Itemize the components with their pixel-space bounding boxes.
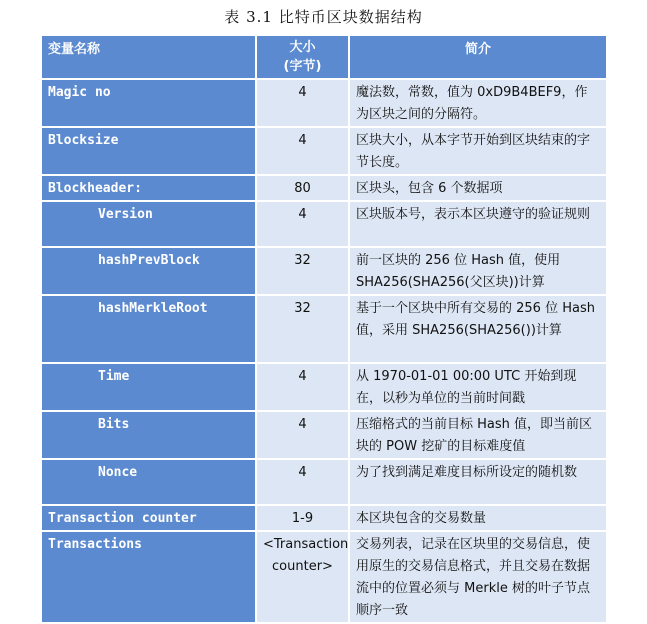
row-desc: 交易列表，记录在区块里的交易信息，使用原生的交易信息格式，并且交易在数据流中的位置必须与 Merkle 树的叶子节点顺序一致: [356, 537, 591, 618]
row-size: 80: [294, 181, 311, 196]
row-name: Blockheader:: [48, 181, 142, 196]
header-desc: 简介: [349, 36, 606, 79]
row-name: Transactions: [48, 537, 142, 552]
row-name: Nonce: [98, 465, 138, 480]
header-size-text: 大小 (字节): [283, 40, 322, 74]
table-row: [42, 459, 606, 505]
table-row: [42, 201, 606, 247]
row-name: hashMerkleRoot: [98, 301, 208, 316]
table-row: [42, 247, 606, 295]
header-size: [256, 36, 349, 79]
row-size: 32: [294, 301, 311, 316]
header-name: 变量名称: [42, 36, 256, 79]
row-desc: 本区块包含的交易数量: [356, 511, 487, 526]
table-row: [42, 295, 606, 363]
row-desc: 区块版本号，表示本区块遵守的验证规则: [356, 207, 591, 222]
row-size: 4: [298, 465, 307, 480]
row-desc: 区块头，包含 6 个数据项: [356, 181, 503, 196]
row-name: Version: [98, 207, 153, 222]
row-name: Bits: [98, 417, 130, 432]
row-desc: 从 1970-01-01 00:00 UTC 开始到现在，以秒为单位的当前时间戳: [356, 369, 577, 406]
row-desc: 区块大小，从本字节开始到区块结束的字节长度。: [356, 133, 591, 170]
row-desc: 基于一个区块中所有交易的 256 位 Hash 值，采用 SHA256(SHA256())计算: [356, 301, 595, 338]
table-row: [42, 127, 606, 175]
row-size: <Transaction counter>: [263, 537, 349, 574]
table-row: [42, 531, 606, 623]
table-row: [42, 363, 606, 411]
row-size: 4: [298, 369, 307, 384]
row-size: 4: [298, 207, 307, 222]
block-structure-table: [42, 36, 606, 624]
row-size: 1-9: [291, 511, 314, 526]
row-size: 4: [298, 417, 307, 432]
row-desc: 前一区块的 256 位 Hash 值，使用 SHA256(SHA256(父区块))计算: [356, 253, 561, 290]
row-desc: 为了找到满足难度目标所设定的随机数: [356, 465, 578, 480]
table-header-row: [42, 36, 606, 79]
row-name: Blocksize: [48, 133, 119, 148]
row-name: Transaction counter: [48, 511, 197, 526]
table-title: 表 3.1 比特币区块数据结构: [224, 8, 423, 26]
table-row: [42, 411, 606, 459]
row-desc: 压缩格式的当前目标 Hash 值，即当前区块的 POW 挖矿的目标难度值: [356, 417, 593, 454]
row-name: Time: [98, 369, 130, 384]
row-size: 32: [294, 253, 311, 268]
row-size: 4: [298, 85, 307, 100]
row-desc: 魔法数，常数，值为 0xD9B4BEF9，作为区块之间的分隔符。: [356, 85, 588, 122]
table-row: [42, 79, 606, 127]
row-size: 4: [298, 133, 307, 148]
table-row: [42, 175, 606, 201]
row-name: hashPrevBlock: [98, 253, 200, 268]
row-name: Magic no: [48, 85, 111, 100]
table-row: [42, 505, 606, 531]
